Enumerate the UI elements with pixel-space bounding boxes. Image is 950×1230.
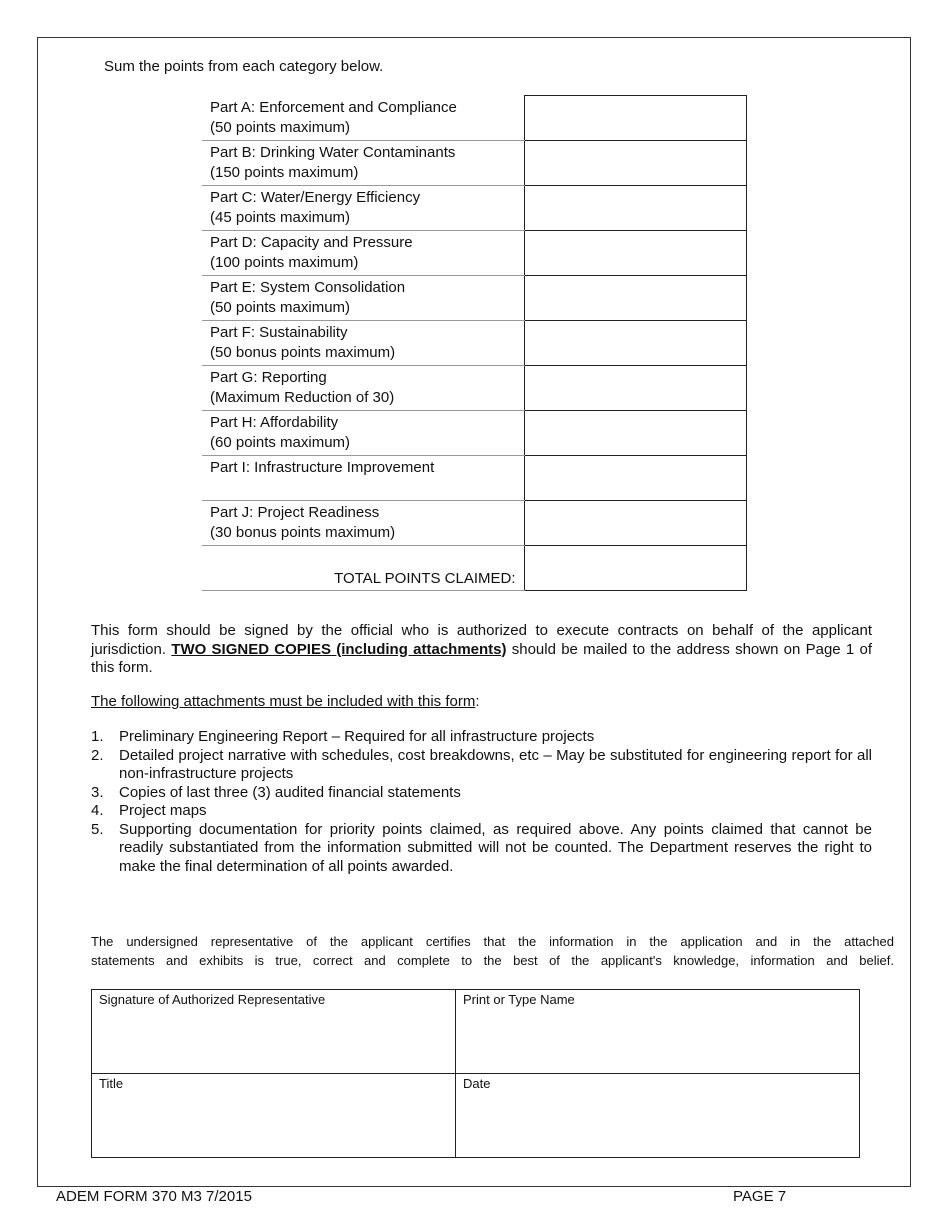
part-name: Part F: Sustainability: [210, 324, 348, 341]
certification-statement: The undersigned representative of the applicant certifies that the information in the application and in the attached statements and exhibits is true, correct and complete to the best of the applicant's knowledge, information and belief.: [91, 934, 894, 968]
points-row-label: [202, 141, 524, 186]
points-row: [202, 141, 747, 186]
points-entry-box[interactable]: [524, 96, 747, 141]
points-row: [202, 186, 747, 231]
part-name: Part H: Affordability: [210, 414, 339, 431]
attachments-list: [91, 728, 872, 876]
part-maximum: (50 bonus points maximum): [210, 344, 396, 361]
points-row-label: [202, 456, 524, 501]
points-row-label: [202, 411, 524, 456]
part-maximum: (50 points maximum): [210, 118, 351, 136]
points-row-label: [202, 186, 524, 231]
total-row: [202, 546, 747, 591]
title-label: Title: [99, 1076, 124, 1091]
points-row: [202, 411, 747, 456]
signature-field[interactable]: [92, 990, 456, 1074]
part-name: Part A: Enforcement and Compliance: [210, 98, 457, 116]
signing-paragraph: This form should be signed by the official who is authorized to execute contracts on behalf of the applicant jurisdiction. TWO SIGNED COPIES (including attachments) should be mailed to the address shown on Page 1 of this form.: [91, 622, 873, 676]
date-label: Date: [463, 1076, 491, 1091]
part-name: Part G: Reporting: [210, 369, 327, 386]
attachment-item: [91, 821, 872, 877]
points-entry-box[interactable]: [524, 366, 747, 411]
points-row: [202, 501, 747, 546]
part-maximum: (150 points maximum): [210, 164, 359, 181]
print-name-field[interactable]: [456, 990, 860, 1074]
part-name: Part C: Water/Energy Efficiency: [210, 189, 421, 206]
part-name: Part I: Infrastructure Improvement: [210, 459, 435, 476]
attachment-number: 4.: [91, 802, 104, 819]
points-row: [202, 96, 747, 141]
part-maximum: (30 bonus points maximum): [210, 524, 396, 541]
points-row: [202, 231, 747, 276]
attachment-text: Supporting documentation for priority points claimed, as required above. Any points claimed that cannot be readily substantiated from the information submitted will not be counted. The Department reserves the right to make the final determination of all points awarded.: [119, 820, 872, 875]
attachment-item: [91, 728, 872, 747]
form-id: ADEM FORM 370 M3 7/2015: [56, 1188, 252, 1205]
signature-label: Signature of Authorized Representative: [99, 992, 326, 1007]
part-name: Part J: Project Readiness: [210, 504, 380, 521]
attachment-item: [91, 747, 872, 784]
part-maximum: (Maximum Reduction of 30): [210, 389, 395, 406]
attachment-number: 2.: [91, 746, 104, 764]
points-row: [202, 276, 747, 321]
attachment-text: Preliminary Engineering Report – Required for all infrastructure projects: [119, 728, 595, 745]
attachments-heading: The following attachments must be included with this form:: [91, 693, 480, 710]
date-field[interactable]: [456, 1074, 860, 1158]
part-name: Part E: System Consolidation: [210, 279, 406, 296]
points-row-label: [202, 501, 524, 546]
points-table: [202, 95, 747, 591]
points-row-label: [202, 231, 524, 276]
attachment-item: [91, 784, 872, 803]
points-entry-box[interactable]: [524, 411, 747, 456]
signature-table: [91, 989, 860, 1158]
intro-text: Sum the points from each category below.: [104, 58, 384, 75]
part-maximum: (60 points maximum): [210, 434, 351, 451]
part-name: Part D: Capacity and Pressure: [210, 234, 413, 251]
part-maximum: (45 points maximum): [210, 209, 351, 226]
points-entry-box[interactable]: [524, 186, 747, 231]
page-number: PAGE 7: [733, 1188, 787, 1205]
points-row: [202, 321, 747, 366]
points-row-label: [202, 276, 524, 321]
total-points-box[interactable]: [524, 546, 747, 591]
attachment-number: 1.: [91, 728, 104, 745]
points-row-label: [202, 96, 524, 141]
points-row: [202, 366, 747, 411]
print-name-label: Print or Type Name: [463, 992, 575, 1007]
part-maximum: (50 points maximum): [210, 299, 351, 316]
points-row-label: [202, 366, 524, 411]
attachment-text: Project maps: [119, 802, 207, 819]
points-row: [202, 456, 747, 501]
attachment-number: 3.: [91, 783, 104, 801]
points-entry-box[interactable]: [524, 456, 747, 501]
points-entry-box[interactable]: [524, 276, 747, 321]
attachment-text: Detailed project narrative with schedules, cost breakdowns, etc – May be substituted for engineering report for all non-infrastructure projects: [119, 746, 872, 782]
signed-copies-emphasis: TWO SIGNED COPIES (including attachments): [171, 640, 507, 658]
attachment-number: 5.: [91, 820, 104, 838]
points-entry-box[interactable]: [524, 231, 747, 276]
total-points-label: TOTAL POINTS CLAIMED:: [202, 546, 524, 591]
title-field[interactable]: [92, 1074, 456, 1158]
attachment-text: Copies of last three (3) audited financial statements: [119, 783, 461, 801]
points-row-label: [202, 321, 524, 366]
part-maximum: (100 points maximum): [210, 254, 359, 271]
points-entry-box[interactable]: [524, 141, 747, 186]
part-name: Part B: Drinking Water Contaminants: [210, 144, 456, 161]
points-entry-box[interactable]: [524, 321, 747, 366]
attachment-item: [91, 802, 872, 821]
points-entry-box[interactable]: [524, 501, 747, 546]
